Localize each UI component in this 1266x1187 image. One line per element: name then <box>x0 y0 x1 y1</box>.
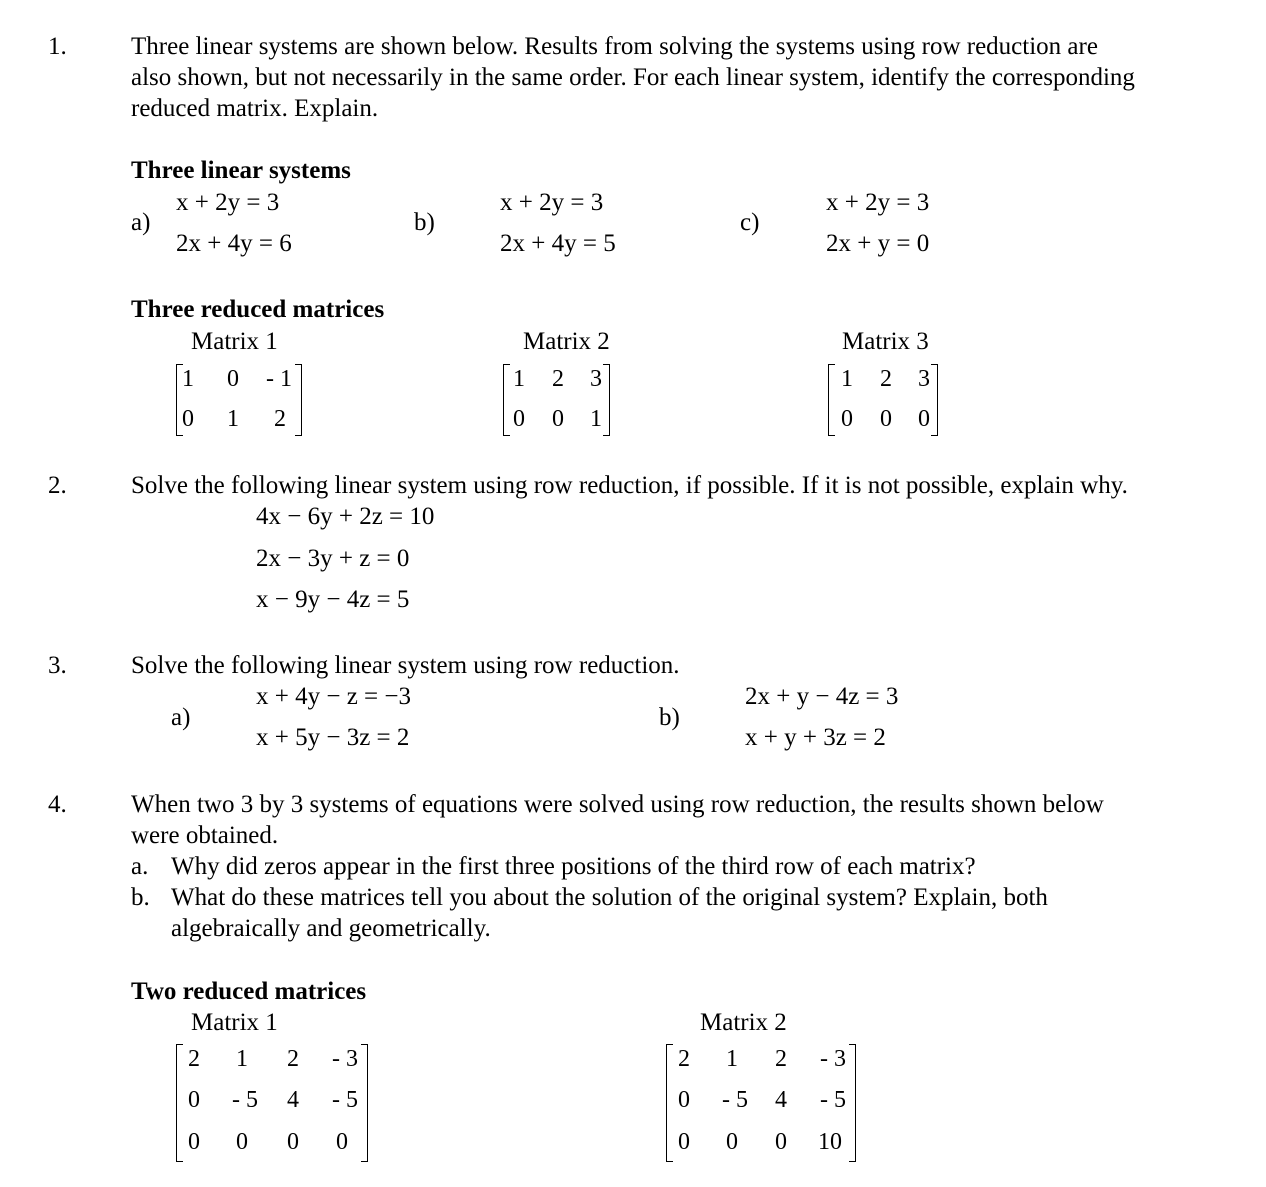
p4-item-a-marker: a. <box>131 853 149 880</box>
p4-text-line-2: were obtained. <box>131 822 279 849</box>
p2-equation-1: 4x − 6y + 2z = 10 <box>256 503 435 530</box>
matrix-cell: 2 <box>775 1046 787 1072</box>
p1-matrix-1-title: Matrix 1 <box>191 328 278 355</box>
matrix-cell: 0 <box>880 406 892 432</box>
matrix-cell: 3 <box>918 366 930 392</box>
matrix-cell: 0 <box>287 1129 299 1155</box>
problem-number-1: 1. <box>48 33 67 60</box>
p3-system-b-eq1: 2x + y − 4z = 3 <box>745 683 899 710</box>
p1-system-c-eq1: x + 2y = 3 <box>826 189 930 216</box>
p1-matrix-2 <box>503 364 610 436</box>
problem-number-2: 2. <box>48 472 67 499</box>
p3-system-a-label: a) <box>171 704 191 731</box>
matrix-cell: - 5 <box>722 1087 748 1113</box>
matrix-cell: 2 <box>552 366 564 392</box>
p1-system-a-label: a) <box>131 209 151 236</box>
matrix-cell: 0 <box>552 406 564 432</box>
matrix-cell: - 5 <box>232 1087 258 1113</box>
matrix-cell: 0 <box>336 1129 348 1155</box>
p2-equation-3: x − 9y − 4z = 5 <box>256 586 410 613</box>
matrix-cell: 0 <box>678 1129 690 1155</box>
matrix-cell: 1 <box>726 1046 738 1072</box>
p1-text-line-3: reduced matrix. Explain. <box>131 95 379 122</box>
p4-text-line-1: When two 3 by 3 systems of equations were solved using row reduction, the results shown below <box>131 791 1104 818</box>
p1-system-a-eq2: 2x + 4y = 6 <box>176 230 292 257</box>
matrix-cell: 10 <box>818 1129 842 1155</box>
p4-matrix-2-title: Matrix 2 <box>700 1009 787 1036</box>
matrix-cell: 0 <box>513 406 525 432</box>
p4-item-b-marker: b. <box>131 884 150 911</box>
matrix-cell: 0 <box>227 366 239 392</box>
matrix-cell: 0 <box>918 406 930 432</box>
matrix-cell: - 3 <box>332 1046 358 1072</box>
p1-matrix-2-title: Matrix 2 <box>523 328 610 355</box>
p3-text: Solve the following linear system using row reduction. <box>131 652 680 679</box>
p1-text-line-2: also shown, but not necessarily in the same order. For each linear system, identify the corresponding <box>131 64 1135 91</box>
matrix-cell: 2 <box>274 406 286 432</box>
p1-system-c-eq2: 2x + y = 0 <box>826 230 930 257</box>
p4-matrix-1-title: Matrix 1 <box>191 1009 278 1036</box>
p1-system-c-label: c) <box>740 209 760 236</box>
matrix-cell: 2 <box>880 366 892 392</box>
p4-item-b-text-line-2: algebraically and geometrically. <box>171 915 491 942</box>
matrix-cell: 4 <box>775 1087 787 1113</box>
p1-systems-heading: Three linear systems <box>131 157 351 184</box>
p1-matrix-3 <box>828 364 938 436</box>
matrix-cell: 2 <box>678 1046 690 1072</box>
matrix-cell: 0 <box>841 406 853 432</box>
p2-equation-2: 2x − 3y + z = 0 <box>256 545 410 572</box>
matrix-cell: 1 <box>513 366 525 392</box>
matrix-cell: - 5 <box>332 1087 358 1113</box>
matrix-cell: 1 <box>182 366 194 392</box>
matrix-cell: - 5 <box>820 1087 846 1113</box>
matrix-cell: - 1 <box>266 366 292 392</box>
matrix-cell: 1 <box>590 406 602 432</box>
matrix-cell: - 3 <box>820 1046 846 1072</box>
p3-system-b-eq2: x + y + 3z = 2 <box>745 724 886 751</box>
p1-matrix-3-title: Matrix 3 <box>842 328 929 355</box>
matrix-cell: 2 <box>287 1046 299 1072</box>
matrix-cell: 0 <box>775 1129 787 1155</box>
matrix-cell: 2 <box>188 1046 200 1072</box>
p1-system-b-label: b) <box>414 209 435 236</box>
matrix-cell: 4 <box>287 1087 299 1113</box>
matrix-cell: 0 <box>236 1129 248 1155</box>
matrix-cell: 1 <box>236 1046 248 1072</box>
p4-item-b-text-line-1: What do these matrices tell you about the solution of the original system? Explain, both <box>171 884 1048 911</box>
matrix-cell: 0 <box>182 406 194 432</box>
p1-system-b-eq2: 2x + 4y = 5 <box>500 230 616 257</box>
matrix-cell: 1 <box>227 406 239 432</box>
p1-matrix-1 <box>176 364 302 436</box>
matrix-cell: 0 <box>188 1129 200 1155</box>
problem-number-4: 4. <box>48 791 67 818</box>
p1-system-b-eq1: x + 2y = 3 <box>500 189 604 216</box>
p1-text-line-1: Three linear systems are shown below. Results from solving the systems using row reduction are <box>131 33 1098 60</box>
matrix-cell: 0 <box>678 1087 690 1113</box>
p4-matrix-1 <box>176 1044 368 1162</box>
p4-matrix-2 <box>666 1044 856 1162</box>
p1-system-a-eq1: x + 2y = 3 <box>176 189 280 216</box>
p3-system-b-label: b) <box>659 704 680 731</box>
matrix-cell: 0 <box>726 1129 738 1155</box>
p3-system-a-eq2: x + 5y − 3z = 2 <box>256 724 410 751</box>
matrix-cell: 3 <box>590 366 602 392</box>
p1-matrices-heading: Three reduced matrices <box>131 296 385 323</box>
matrix-cell: 0 <box>188 1087 200 1113</box>
matrix-cell: 1 <box>841 366 853 392</box>
p2-text: Solve the following linear system using row reduction, if possible. If it is not possible, explain why. <box>131 472 1128 499</box>
p4-matrices-heading: Two reduced matrices <box>131 978 367 1005</box>
p3-system-a-eq1: x + 4y − z = −3 <box>256 683 411 710</box>
problem-number-3: 3. <box>48 652 67 679</box>
p4-item-a-text: Why did zeros appear in the first three positions of the third row of each matrix? <box>171 853 976 880</box>
